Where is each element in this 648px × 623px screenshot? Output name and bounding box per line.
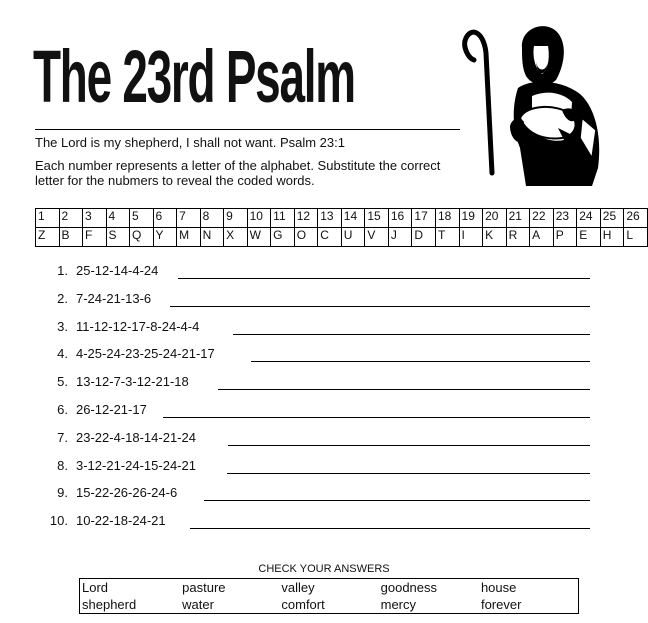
cipher-key-number: 13 [318,209,342,228]
cipher-key-number: 3 [83,209,107,228]
answer-bank-word: house [480,580,517,595]
cipher-key-letter: D [412,228,436,247]
question-item [36,513,166,528]
question-code: 10-22-18-24-21 [76,513,166,529]
cipher-key-letter: E [577,228,601,247]
answer-bank-word: Lord [82,580,109,595]
cipher-key-letter: O [294,228,318,247]
cipher-key-number: 14 [341,209,365,228]
cipher-key-letter: H [600,228,624,247]
answer-bank-row [80,579,579,597]
cipher-key-number: 20 [483,209,507,228]
cipher-key-number: 10 [247,209,271,228]
answer-line[interactable] [170,306,590,307]
cipher-key-number: 1 [36,209,60,228]
cipher-key-number: 24 [577,209,601,228]
question-code: 7-24-21-13-6 [76,290,152,306]
cipher-key-letter: V [365,228,389,247]
question-code: 11-12-12-17-8-24-4-4 [76,318,200,334]
cipher-key-number: 18 [435,209,459,228]
shepherd-illustration [462,18,612,188]
answer-bank-word: goodness [380,580,438,595]
cipher-key-letter: P [553,228,577,247]
question-number: 10. [49,513,68,529]
cipher-key-number: 15 [365,209,389,228]
question-item [36,263,158,278]
cipher-key-number: 19 [459,209,483,228]
answer-bank-table [79,578,579,614]
cipher-key-letter: B [59,228,83,247]
cipher-key-letter: T [435,228,459,247]
answer-line[interactable] [190,528,590,529]
question-item [36,402,147,417]
cipher-key-letters-row [36,228,648,247]
question-number: 7. [57,429,68,445]
question-item [36,430,196,445]
cipher-key-letter: R [506,228,530,247]
cipher-key-number: 9 [224,209,248,228]
answer-bank-row [80,596,579,614]
cipher-key-letter: G [271,228,295,247]
cipher-key-letter: J [388,228,412,247]
answer-line[interactable] [228,445,590,446]
cipher-key-number: 2 [59,209,83,228]
answer-line[interactable] [204,500,590,501]
cipher-key-number: 8 [200,209,224,228]
question-code: 25-12-14-4-24 [76,263,159,278]
question-code: 3-12-21-24-15-24-21 [76,457,196,473]
cipher-key-number: 21 [506,209,530,228]
cipher-key-letter: Z [36,228,60,247]
answer-bank-word: valley [281,580,315,595]
answer-bank-word: mercy [380,597,417,612]
question-item [36,374,189,389]
cipher-key-number: 23 [553,209,577,228]
answer-line[interactable] [218,389,590,390]
question-number: 2. [57,290,68,306]
question-number: 4. [57,346,68,362]
cipher-key-number: 5 [130,209,154,228]
question-code: 13-12-7-3-12-21-18 [76,374,189,390]
question-item [36,291,151,306]
question-number: 5. [57,374,68,390]
cipher-key-number: 6 [153,209,177,228]
title-underline [35,129,460,130]
cipher-key-letter: F [83,228,107,247]
cipher-key-letter: M [177,228,201,247]
question-item [36,319,199,334]
question-number: 3. [57,318,68,334]
instructions-text: Each number represents a letter of the alphabet. Substitute the correct letter for the nubmers to reveal the coded words. [35,158,441,188]
question-number: 9. [57,485,68,501]
cipher-key-letter: N [200,228,224,247]
question-number: 1. [57,263,68,278]
answer-bank-word: comfort [281,597,325,612]
answer-bank-word: pasture [182,580,226,595]
question-number: 6. [57,402,68,417]
question-code: 23-22-4-18-14-21-24 [76,429,196,445]
cipher-key-letter: S [106,228,130,247]
question-number: 8. [57,457,68,473]
cipher-key-number: 16 [388,209,412,228]
cipher-key-number: 25 [600,209,624,228]
question-code: 15-22-26-26-24-6 [76,485,178,501]
answer-line[interactable] [233,334,590,335]
cipher-key-letter: K [483,228,507,247]
question-code: 4-25-24-23-25-24-21-17 [76,346,215,362]
cipher-key-letter: C [318,228,342,247]
cipher-key-numbers-row [36,209,648,228]
cipher-key-letter: W [247,228,271,247]
cipher-key-number: 7 [177,209,201,228]
answer-bank-word: shepherd [82,597,137,612]
cipher-key-letter: I [459,228,483,247]
cipher-key-number: 22 [530,209,554,228]
answer-line[interactable] [163,417,590,418]
check-answers-title: CHECK YOUR ANSWERS [258,563,390,575]
cipher-key-number: 4 [106,209,130,228]
cipher-key-letter: U [341,228,365,247]
answer-line[interactable] [227,473,590,474]
verse-text: The Lord is my shepherd, I shall not want. Psalm 23:1 [35,135,345,150]
cipher-key-letter: L [624,228,648,247]
cipher-key-number: 11 [271,209,295,228]
question-item [36,485,177,500]
question-code: 26-12-21-17 [76,402,147,417]
cipher-key-letter: A [530,228,554,247]
cipher-key-number: 12 [294,209,318,228]
question-item [36,458,196,473]
cipher-key-number: 26 [624,209,648,228]
cipher-key-letter: X [224,228,248,247]
cipher-key-number: 17 [412,209,436,228]
answer-bank-word: water [182,597,214,612]
answer-line[interactable] [178,278,590,279]
answer-bank-word: forever [480,597,522,612]
answer-line[interactable] [251,361,590,362]
page-title: The 23rd Psalm [33,35,355,118]
cipher-key-letter: Y [153,228,177,247]
cipher-key-table [35,208,648,247]
question-item [36,346,215,361]
cipher-key-letter: Q [130,228,154,247]
